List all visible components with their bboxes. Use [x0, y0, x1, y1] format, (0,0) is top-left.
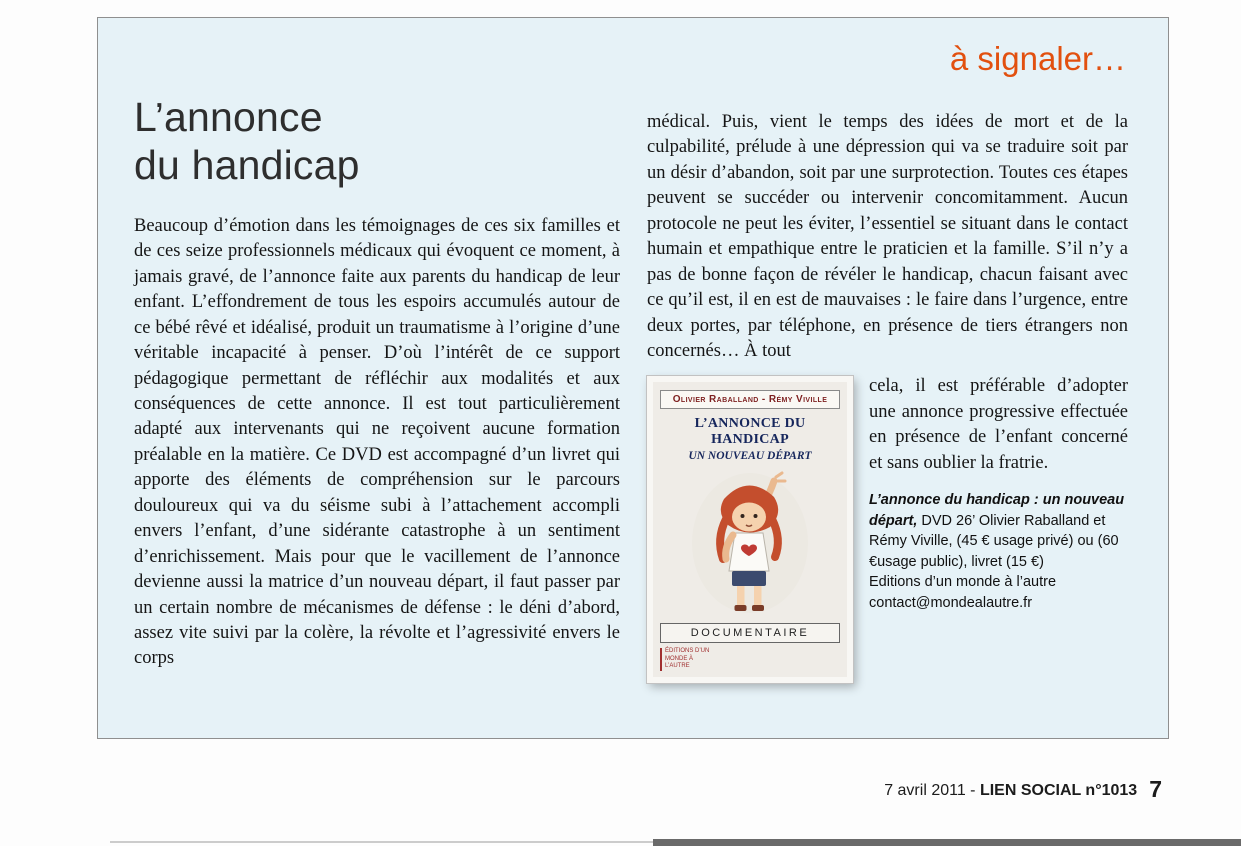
- footer-page-number: 7: [1149, 776, 1162, 802]
- dvd-cover: [647, 376, 853, 683]
- caption-title: L’annonce du handicap : un nouveau départ,: [869, 492, 1125, 529]
- dvd-subtitle: UN NOUVEAU DÉPART: [688, 450, 812, 463]
- footer-date: 7 avril 2011 -: [884, 782, 980, 799]
- page-footer: [0, 776, 1162, 803]
- scan-artifact-bottom-left: [110, 841, 653, 843]
- article-paragraph-right: médical. Puis, vient le temps des idées de mort et de la culpabilité, prélude à une dépression qui va se traduire soit par un désir d’abandon, soit par une surprotection. Toutes ces étapes peuvent se succéder ou intervenir concomitamment. Aucun protocole ne peut les éviter, l’essentiel se situant dans le contact humain et empathique entre le praticien et la famille. S’il n’y a pas de bonne façon de révéler le handicap, chacun faisant avec ce qu’il est, il en est de mauvaises : le faire dans l’urgence, entre deux portes, par téléphone, en présence de tiers étrangers non concernés… À tout: [647, 112, 1128, 361]
- article-columns: [134, 86, 1128, 687]
- article-paragraph-wrap: cela, il est préférable d’adopter une annonce progressive effectuée en présence de l’enfant concerné et sans oublier la fratrie.: [869, 376, 1128, 473]
- caption-details: DVD 26’ Olivier Raballand et Rémy Viville, (45 € usage privé) ou (60 €usage public), livret (15 €): [869, 512, 1119, 570]
- section-label: à signaler…: [949, 40, 1126, 77]
- article-title-line1: L’annonce: [134, 94, 323, 140]
- dvd-cover-illustration: [660, 466, 840, 618]
- article-title-line2: du handicap: [134, 141, 360, 188]
- dvd-authors: Olivier Raballand - Rémy Viville: [660, 390, 840, 409]
- article-panel: [97, 17, 1169, 739]
- scan-artifact-bottom-right: [653, 839, 1241, 846]
- footer-journal-name: LIEN SOCIAL n°1013: [979, 782, 1138, 799]
- article-column-left: [134, 86, 620, 687]
- contact-email: contact@mondealautre.fr: [869, 595, 1033, 612]
- dvd-publisher-logo: ÉDITIONS D’UN MONDE À L’AUTRE: [660, 648, 714, 671]
- caption-publisher: Editions d’un monde à l’autre: [869, 574, 1057, 591]
- girl-illustration-icon: [686, 467, 814, 617]
- dvd-title: L’ANNONCE DU HANDICAP: [694, 416, 806, 448]
- article-title: [134, 94, 620, 190]
- dvd-caption: [869, 490, 1128, 613]
- dvd-genre-band: DOCUMENTAIRE: [660, 623, 840, 643]
- article-paragraph-left: Beaucoup d’émotion dans les témoignages de ces six familles et de ces seize professionnels médicaux qui évoquent ce moment, à jamais gravé, de l’annonce faite aux parents du handicap de leur enfant. L’effondrement de tous les espoirs accumulés autour de ce bébé rêvé et idéalisé, produit un traumatisme à l’origine d’une véritable incapacité à penser. D’où l’intérêt de ce support pédagogique permettant de réfléchir aux modalités et aux conséquences de cette annonce. Il est tout particulièrement adapté aux intervenants qui ne reçoivent aucune formation préalable en la matière. Ce DVD est accompagné d’un livret qui apporte des éléments de compréhension sur le parcours douloureux qui va du séisme subi à l’attachement accompli envers l’enfant, d’une sidérante catastrophe à un sentiment d’enrichissement. Mais pour que le vacillement de l’annonce devienne aussi la matrice d’un nouveau départ, il faut passer par un certain nombre de mécanismes de défense : le déni d’abord, assez vite suivi par la colère, la révolte et l’agressivité envers le corps: [134, 215, 620, 669]
- dvd-and-caption-zone: [647, 374, 1128, 687]
- article-column-right: [647, 86, 1128, 687]
